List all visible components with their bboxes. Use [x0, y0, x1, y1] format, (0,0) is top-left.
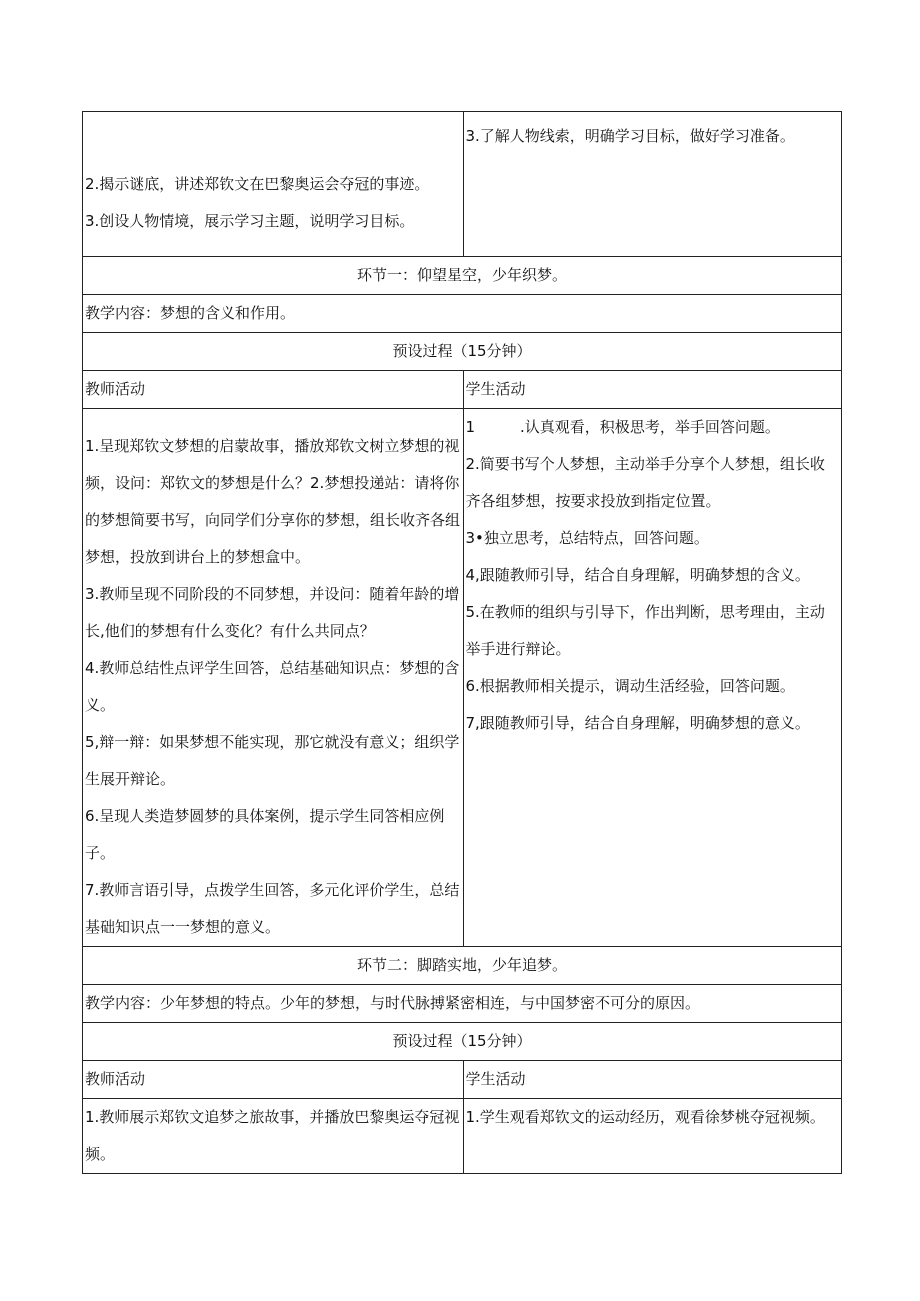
- section1-teacher-item: 5,辩一辩：如果梦想不能实现，那它就没有意义；组织学生展开辩论。: [85, 733, 460, 788]
- section1-process-row: [83, 333, 842, 371]
- section1-teacher-activities: [83, 409, 464, 947]
- section1-teacher-item: 7.教师言语引导，点拨学生回答，多元化评价学生，总结基础知识点一一梦想的意义。: [85, 881, 460, 936]
- section1-student-item: 5.在教师的组织与引导下，作出判断，思考理由，主动举手进行辩论。: [465, 603, 825, 658]
- section1-title: 环节一：仰望星空，少年织梦。: [83, 257, 842, 295]
- section1-header-row: [83, 371, 842, 409]
- intro-student-cell: [463, 112, 842, 257]
- section2-teacher-item: 1.教师展示郑钦文追梦之旅故事，并播放巴黎奥运夺冠视频。: [85, 1108, 460, 1163]
- section1-activities-row: [83, 409, 842, 947]
- section1-teacher-item: 4.教师总结性点评学生回答，总结基础知识点：梦想的含义。: [85, 659, 460, 714]
- section1-teacher-header: 教师活动: [83, 371, 464, 409]
- section2-title-row: [83, 947, 842, 985]
- intro-teacher-item: 3.创设人物情境，展示学习主题，说明学习目标。: [85, 212, 415, 230]
- intro-student-item: 3.了解人物线索，明确学习目标，做好学习准备。: [465, 127, 795, 145]
- section2-student-item: 1.学生观看郑钦文的运动经历，观看徐梦桃夺冠视频。: [465, 1108, 825, 1126]
- section1-content: 教学内容：梦想的含义和作用。: [83, 295, 842, 333]
- section2-teacher-header: 教师活动: [83, 1061, 464, 1099]
- intro-teacher-cell: [83, 112, 464, 257]
- section1-student-activities: [463, 409, 842, 947]
- intro-row: [83, 112, 842, 257]
- section1-content-row: [83, 295, 842, 333]
- section1-title-row: [83, 257, 842, 295]
- section2-process: 预设过程（15分钟）: [83, 1023, 842, 1061]
- section2-activities-row: [83, 1099, 842, 1174]
- section2-title: 环节二：脚踏实地，少年追梦。: [83, 947, 842, 985]
- section2-student-activities: [463, 1099, 842, 1174]
- section2-content: 教学内容：少年梦想的特点。少年的梦想，与时代脉搏紧密相连，与中国梦密不可分的原因。: [83, 985, 842, 1023]
- section1-teacher-item: 6.呈现人类造梦圆梦的具体案例，提示学生同答相应例子。: [85, 807, 445, 862]
- section2-student-header: 学生活动: [463, 1061, 842, 1099]
- section1-student-item: 1 .认真观看，积极思考，举手回答问题。: [465, 418, 780, 436]
- section1-student-item: 2.简要书写个人梦想，主动举手分享个人梦想，组长收齐各组梦想，按要求投放到指定位置。: [465, 455, 825, 510]
- section1-student-item: 4,跟随教师引导，结合自身理解，明确梦想的含义。: [465, 566, 810, 584]
- section2-process-row: [83, 1023, 842, 1061]
- section2-header-row: [83, 1061, 842, 1099]
- lesson-plan-table: [82, 111, 842, 1174]
- intro-teacher-item: 2.揭示谜底，讲述郑钦文在巴黎奥运会夺冠的事迹。: [85, 175, 430, 193]
- section1-student-header: 学生活动: [463, 371, 842, 409]
- section1-student-item: 6.根据教师相关提示，调动生活经验，回答问题。: [465, 677, 795, 695]
- section1-teacher-item: 1.呈现郑钦文梦想的启蒙故事，播放郑钦文树立梦想的视频，设问：郑钦文的梦想是什么？2.梦想投递站：请将你的梦想简要书写，向同学们分享你的梦想，组长收齐各组梦想，投放到讲台上的梦想盒中。: [85, 437, 461, 566]
- section1-student-item: 3•独立思考，总结特点，回答问题。: [465, 529, 709, 547]
- section2-teacher-activities: [83, 1099, 464, 1174]
- section1-process: 预设过程（15分钟）: [83, 333, 842, 371]
- section1-student-item: 7,跟随教师引导，结合自身理解，明确梦想的意义。: [465, 714, 810, 732]
- section2-content-row: [83, 985, 842, 1023]
- section1-teacher-item: 3.教师呈现不同阶段的不同梦想，并设问：随着年龄的增长,他们的梦想有什么变化？有什么共同点？: [85, 585, 460, 640]
